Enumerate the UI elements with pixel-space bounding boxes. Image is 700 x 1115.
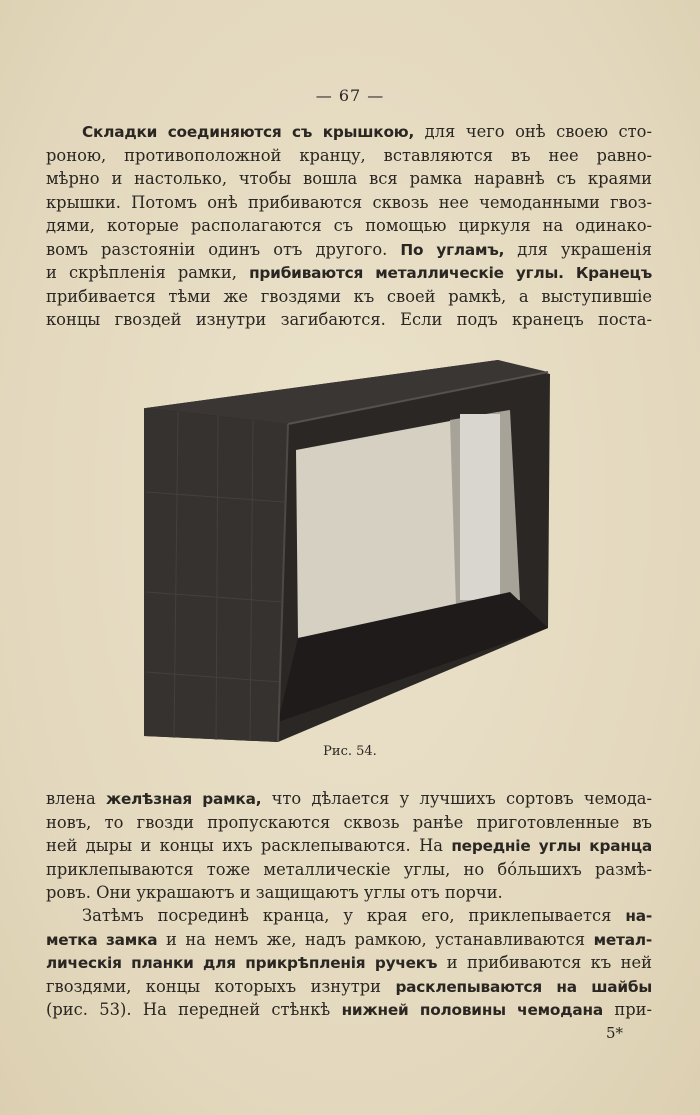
text-run: и прибиваются къ ней: [437, 953, 652, 972]
figure-image-suitcase-frame: [138, 352, 558, 744]
text-line: [46, 858, 652, 882]
text-run: что дѣлается у лучшихъ сортовъ чемода-: [261, 789, 652, 808]
text-line: [46, 811, 652, 835]
text-run: для чего онѣ своею сто-: [414, 122, 652, 141]
text-line: [46, 951, 652, 975]
text-run: вомъ разстояніи одинъ отъ другого.: [46, 239, 401, 259]
paragraph-3: [46, 904, 652, 1022]
text-run: и скрѣпленія рамки,: [46, 263, 250, 282]
text-run: приклепываются тоже металлическіе углы, но бóльшихъ размѣ-: [46, 859, 652, 879]
bold-phrase: метка замка: [46, 930, 158, 949]
paragraph-2: [46, 787, 652, 905]
bold-phrase: нижней половины чемодана: [341, 1001, 603, 1019]
text-run: гвоздями, концы которыхъ изнутри: [46, 976, 396, 996]
text-line: [46, 881, 652, 905]
text-line: [46, 998, 652, 1022]
bold-phrase: По угламъ,: [400, 240, 505, 259]
text-run: прибивается тѣми же гвоздями къ своей рамкѣ, а выступившіе: [46, 286, 652, 306]
text-run: Затѣмъ посрединѣ кранца, у края его, приклепывается: [82, 906, 626, 925]
text-line: [46, 261, 652, 285]
bold-phrase: метал-: [593, 930, 652, 949]
text-run: для украшенія: [504, 239, 652, 259]
text-run: дями, которые располагаются съ помощью циркуля на одинако-: [46, 216, 652, 235]
text-line: [46, 238, 652, 262]
text-run: при-: [603, 1000, 652, 1019]
text-line: [46, 928, 652, 952]
text-line: [46, 144, 652, 168]
bold-phrase: лическія планки для прикрѣпленія ручекъ: [46, 954, 438, 972]
bold-phrase: Складки соединяются съ крышкою,: [82, 123, 415, 141]
text-line: [46, 167, 652, 191]
text-line: [46, 975, 652, 999]
bold-phrase: передніе углы кранца: [451, 837, 652, 855]
text-line: [46, 834, 652, 858]
text-run: крышки. Потомъ онѣ прибиваются сквозь нее чемоданными гвоз-: [46, 192, 652, 212]
text-line: [46, 214, 652, 238]
text-run: роною, противоположной кранцу, вставляются въ нее равно-: [46, 145, 652, 165]
page-number: — 67 —: [315, 86, 385, 105]
paragraph-1: [46, 120, 652, 332]
text-run: мѣрно и настолько, чтобы вошла вся рамка наравнѣ съ краями: [46, 169, 652, 188]
text-line: [46, 191, 652, 215]
text-line: [46, 787, 652, 811]
bold-phrase: желѣзная рамка,: [105, 790, 262, 808]
text-line: [46, 285, 652, 309]
text-line: [46, 904, 652, 928]
text-run: ровъ. Они украшаютъ и защищаютъ углы отъ порчи.: [46, 883, 503, 902]
text-line: [46, 308, 652, 332]
text-line: [46, 120, 652, 144]
text-run: и на немъ же, надъ рамкою, устанавливаются: [157, 929, 594, 949]
bold-phrase: на-: [625, 907, 652, 925]
figure-caption: Рис. 54.: [323, 744, 377, 759]
signature-mark: 5*: [606, 1024, 624, 1042]
text-run: ней дыры и концы ихъ расклепываются. На: [46, 836, 452, 855]
text-run: концы гвоздей изнутри загибаются. Если подъ кранецъ поста-: [46, 310, 652, 329]
text-run: новъ, то гвозди пропускаются сквозь ранѣе приготовленные въ: [46, 812, 652, 832]
bold-phrase: прибиваются металлическіе углы. Кранецъ: [249, 264, 652, 282]
bold-phrase: расклепываются на шайбы: [395, 977, 652, 996]
text-run: (рис. 53). На передней стѣнкѣ: [46, 1000, 342, 1019]
text-run: влена: [46, 789, 106, 808]
